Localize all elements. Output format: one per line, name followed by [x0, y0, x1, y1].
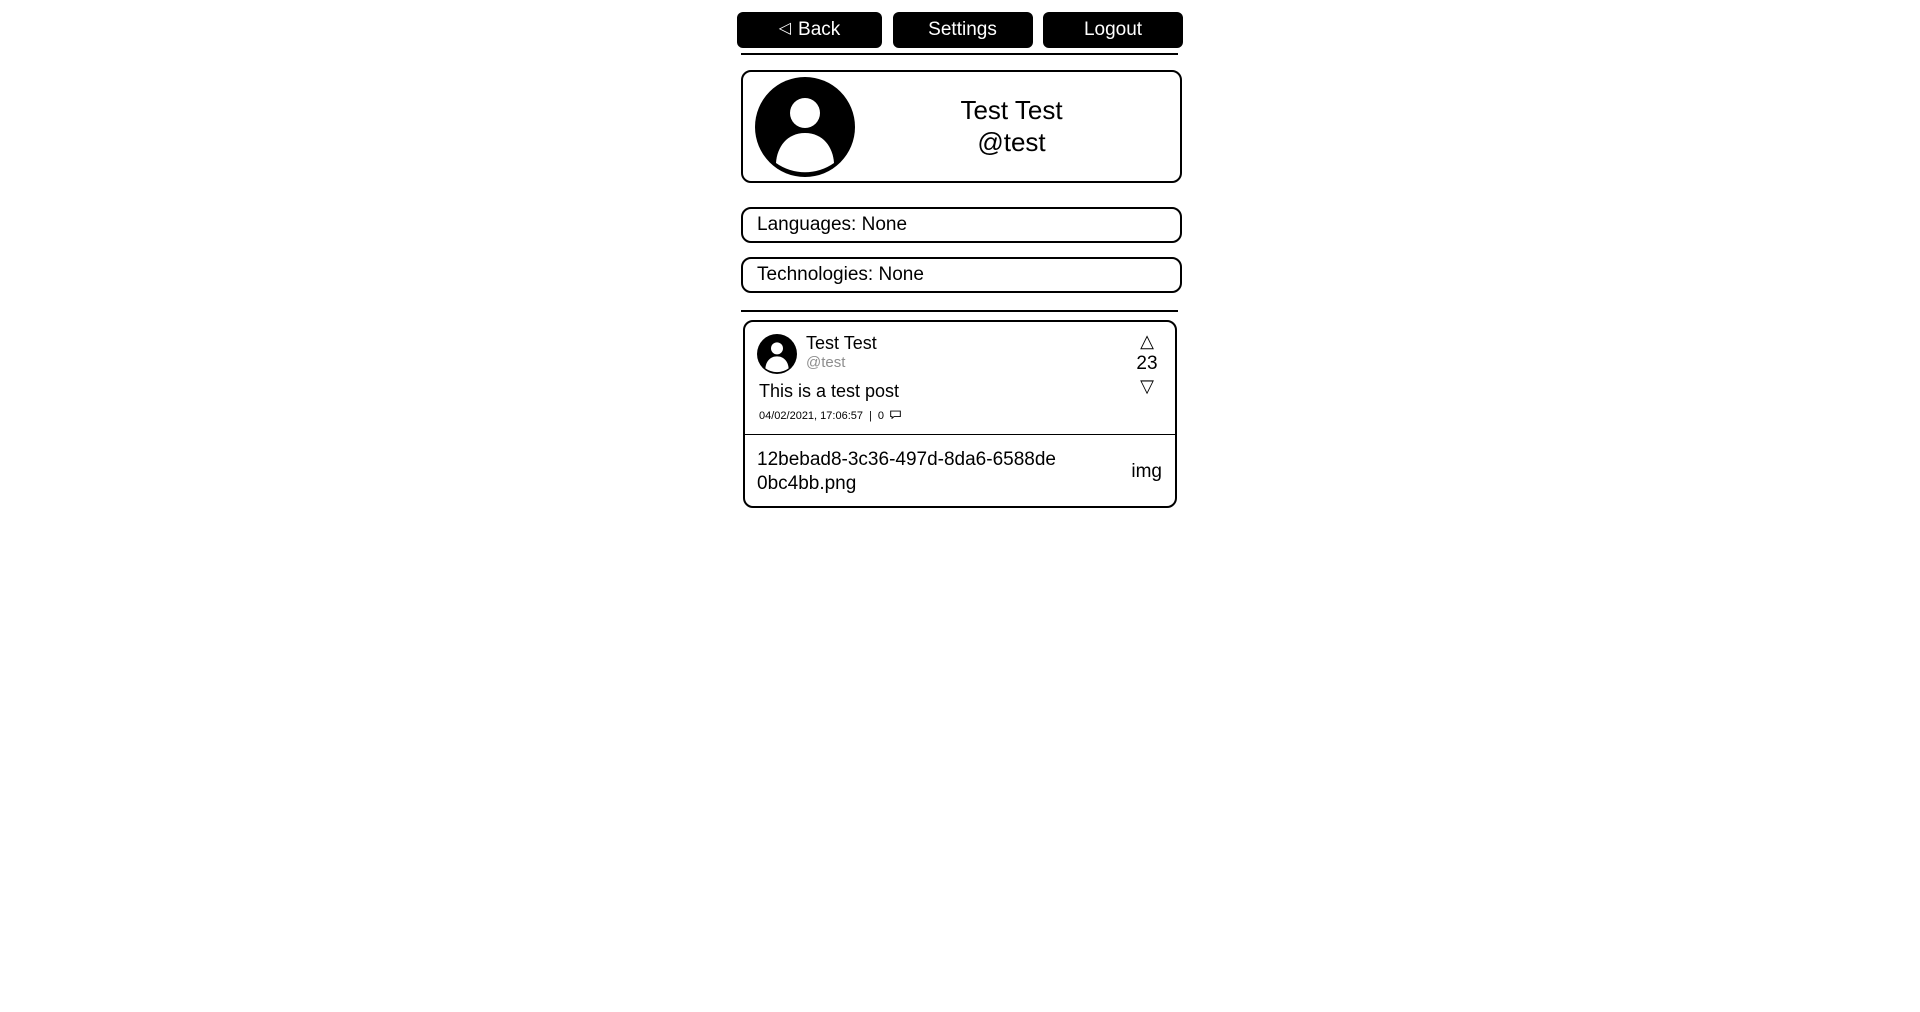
profile-card — [741, 70, 1182, 183]
divider-middle — [741, 310, 1178, 312]
logout-button[interactable] — [1043, 12, 1183, 48]
post-body-text: This is a test post — [759, 381, 900, 401]
post-attachment[interactable] — [745, 435, 1175, 508]
post-header — [757, 332, 1163, 374]
settings-button[interactable] — [893, 12, 1033, 48]
languages-label: Languages: None — [757, 214, 908, 235]
post-meta — [759, 410, 1163, 422]
back-button[interactable] — [737, 12, 882, 48]
post-identity — [806, 332, 877, 371]
logout-button-label: Logout — [1083, 19, 1143, 40]
post-timestamp: 04/02/2021, 17:06:57 — [759, 410, 863, 422]
technologies-label: Technologies: None — [757, 264, 924, 285]
meta-separator: | — [868, 410, 872, 422]
settings-button-label: Settings — [928, 19, 997, 40]
post-content — [745, 322, 1175, 435]
profile-name: Test Test — [960, 94, 1063, 125]
post-card[interactable] — [743, 320, 1177, 508]
technologies-row — [741, 257, 1182, 293]
back-button-label: Back — [798, 19, 841, 40]
profile-handle: @test — [977, 126, 1046, 157]
upvote-icon[interactable]: △ — [1140, 331, 1154, 351]
vote-controls — [1130, 332, 1164, 395]
user-avatar-icon — [757, 334, 797, 374]
divider-top — [741, 53, 1178, 55]
top-navigation — [737, 12, 1183, 48]
comment-icon[interactable] — [890, 410, 901, 422]
user-avatar-icon — [755, 77, 855, 177]
attachment-filename: 12bebad8-3c36-497d-8da6-6588de0bc4bb.png — [757, 448, 1056, 494]
attachment-kind-label: img — [1131, 460, 1162, 482]
vote-count: 23 — [1136, 353, 1158, 374]
profile-identity — [855, 95, 1180, 158]
downvote-icon[interactable]: ▽ — [1140, 376, 1154, 396]
languages-row — [741, 207, 1182, 243]
post-author-name: Test Test — [806, 333, 877, 353]
post-comment-count: 0 — [877, 410, 884, 422]
post-author-handle: @test — [806, 353, 846, 371]
triangle-left-icon: ◁ — [778, 20, 792, 37]
